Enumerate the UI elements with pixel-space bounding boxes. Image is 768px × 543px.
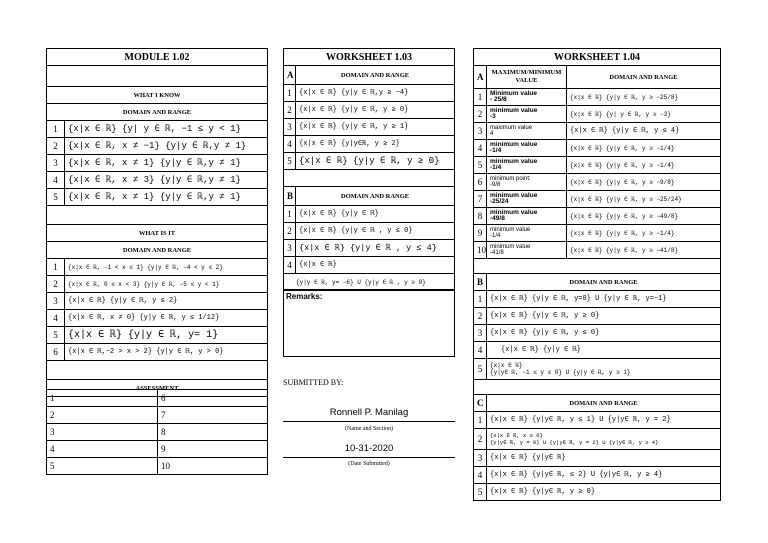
module-table [46, 48, 268, 397]
assessment-item: 2 [47, 407, 158, 424]
ws103-a-answer-4: {x|x ∈ ℝ} {y|y∈ℝ, y ≥ 2} [296, 136, 455, 153]
domain-part: {x|x ∈ ℝ, x ≥ 0} [490, 431, 543, 439]
row-number: 2 [47, 276, 65, 293]
ws104-a-answer-9: {x|x ∈ ℝ} {y|y ∈ ℝ, y ≥ −1/4} [567, 225, 721, 242]
row-number: 2 [474, 429, 487, 450]
remarks-label: Remarks: [286, 292, 323, 301]
is-answer-5: {x|x ∈ ℝ} {y|y ∈ ℝ, y= 1} [65, 327, 268, 344]
ws103-b-answer-4: {x|x ∈ ℝ} [296, 257, 455, 274]
ws103-a-answer-2: {x|x ∈ ℝ} {y|y ∈ ℝ, y ≥ 0} [296, 102, 455, 119]
row-number: 4 [474, 342, 487, 359]
ws104-b-answer-2: {x|x ∈ ℝ} {y|y ∈ ℝ, y ≥ 0} [487, 308, 721, 325]
ws104-a-answer-3: {x|x ∈ ℝ} {y|y ∈ ℝ, y ≤ 4} [567, 123, 721, 140]
domain-range-header: DOMAIN AND RANGE [487, 274, 721, 291]
value-number: -49/8 [490, 215, 505, 222]
is-answer-3: {x|x ∈ ℝ} {y|y ∈ ℝ, y ≤ 2} [65, 293, 268, 310]
domain-range-header: DOMAIN AND RANGE [47, 242, 268, 259]
ws104-b-answer-3: {x|x ∈ ℝ} {y|y ∈ ℝ, y ≤ 0} [487, 325, 721, 342]
range-part: {y|y∈ ℝ, y = 0} U {y|y∈ ℝ, y = 2} U {y|y∈ ℝ, y ≥ 4} [490, 438, 659, 446]
row-number: 4 [47, 310, 65, 327]
ws104-c-answer-3: {x|x ∈ ℝ} {y|y∈ ℝ} [487, 450, 721, 467]
value-number: -25/24 [490, 198, 509, 205]
value-label: Minimum value [490, 89, 537, 97]
value-label: minimum point: [490, 176, 531, 182]
row-number: 2 [474, 308, 487, 325]
section-b-label: B [474, 274, 487, 291]
is-answer-4: {x|x ∈ ℝ, x ≠ 0} {y|y ∈ ℝ, y ≤ 1/12} [65, 310, 268, 327]
ws104-a-value-8 [487, 208, 567, 225]
ws104-a-answer-10: {x|x ∈ ℝ} {y|y ∈ ℝ, y ≥ −41/8} [567, 242, 721, 259]
assessment-item: 6 [158, 390, 268, 407]
row-number: 5 [474, 359, 487, 380]
ws104-b-answer-4: {x|x ∈ ℝ} {y|y ∈ ℝ} [487, 342, 721, 359]
ws103-a-answer-1: {x|x ∈ ℝ} {y|y ∈ ℝ,y ≥ −4} [296, 85, 455, 102]
row-number: 4 [284, 136, 296, 153]
date-underline [283, 457, 455, 458]
row-number: 6 [47, 344, 65, 361]
worksheet-104-table [473, 48, 721, 501]
row-number: 3 [474, 450, 487, 467]
row-number: 4 [474, 467, 487, 484]
row-number: 2 [474, 106, 487, 123]
blank-row [284, 170, 455, 187]
blank-row [47, 66, 268, 87]
ws104-a-value-9 [487, 225, 567, 242]
assessment-item: 4 [47, 441, 158, 458]
name-underline [283, 421, 455, 422]
submission-date: 10-31-2020 [344, 443, 394, 454]
ws103-a-answer-5: {x|x ∈ ℝ} {y|y ∈ ℝ, y ≥ 0} [296, 153, 455, 170]
know-answer-5: {x|x ∈ ℝ, x ≠ 1} {y|y ∈ ℝ,y ≠ 1} [65, 189, 268, 206]
domain-range-header: DOMAIN AND RANGE [296, 66, 455, 85]
student-name: Ronnell P. Manilag [329, 407, 409, 418]
row-number: 1 [284, 206, 296, 223]
blank-row [47, 361, 268, 380]
value-label: maximum value [490, 125, 533, 131]
ws103-a-answer-3: {x|x ∈ ℝ} {y|y ∈ ℝ, y ≥ 1} [296, 119, 455, 136]
submitted-by-label: SUBMITTED BY: [283, 378, 344, 387]
row-number: 6 [474, 174, 487, 191]
ws104-a-value-6 [487, 174, 567, 191]
assessment-table [46, 389, 268, 475]
blank-row [474, 380, 721, 395]
date-caption: (Date Submitted) [348, 461, 390, 467]
row-number: 4 [474, 140, 487, 157]
value-number: -1/4 [490, 147, 502, 154]
row-number: 9 [474, 225, 487, 242]
value-label: minimum value [490, 208, 538, 216]
module-title: MODULE 1.02 [47, 49, 268, 66]
ws104-a-value-3 [487, 123, 567, 140]
know-answer-1: {x|x ∈ ℝ} {y| y ∈ ℝ, −1 ≤ y < 1} [65, 121, 268, 138]
is-answer-2: {x|x ∈ ℝ, 0 ≤ x < 3} {y|y ∈ ℝ, −5 ≤ y < 1} [65, 276, 268, 293]
ws103-b-answer-3: {x|x ∈ ℝ} {y|y ∈ ℝ , y ≤ 4} [296, 240, 455, 257]
row-number: 10 [474, 242, 487, 259]
ws104-a-answer-7: {x|x ∈ ℝ} {y|y ∈ ℝ, y ≥ −25/24} [567, 191, 721, 208]
ws104-a-value-10 [487, 242, 567, 259]
domain-range-header: DOMAIN AND RANGE [487, 395, 721, 412]
ws104-c-answer-1: {x|x ∈ ℝ} {y|y∈ ℝ, y ≤ 1} U {y|y∈ ℝ, y = 2} [487, 412, 721, 429]
section-a-label: A [284, 66, 296, 85]
is-answer-6: {x|x ∈ ℝ,−2 > x > 2} {y|y ∈ ℝ, y > 0} [65, 344, 268, 361]
max-min-header: MAXIMUM/MINIMUM VALUE [487, 66, 567, 89]
know-answer-4: {x|x ∈ ℝ, x ≠ 3} {y|y ∈ ℝ,y ≠ 1} [65, 172, 268, 189]
value-label: minimum value [490, 157, 538, 165]
ws104-a-value-4 [487, 140, 567, 157]
section-b-label: B [284, 187, 296, 206]
domain-range-header: DOMAIN AND RANGE [47, 104, 268, 121]
is-answer-1: {x|x ∈ ℝ, −1 < x ≤ 1} {y|y ∈ ℝ, −4 < y ≤ 2} [65, 259, 268, 276]
row-number: 5 [284, 153, 296, 170]
ws104-b-answer-1: {x|x ∈ ℝ} {y|y ∈ ℝ, y=0} U {y|y ∈ ℝ, y=−1} [487, 291, 721, 308]
worksheet-103-title: WORKSHEET 1.03 [284, 49, 455, 66]
row-number: 1 [474, 412, 487, 429]
value-label: minimum value [490, 106, 538, 114]
row-number: 4 [284, 257, 296, 274]
row-number: 1 [284, 85, 296, 102]
row-number: 5 [47, 189, 65, 206]
value-label: minimum value [490, 244, 531, 250]
value-label: minimum value [490, 191, 538, 199]
row-number: 7 [474, 191, 487, 208]
ws104-a-value-1 [487, 89, 567, 106]
ws104-a-value-5 [487, 157, 567, 174]
value-label: minimum value [490, 140, 538, 148]
assessment-item: 10 [158, 458, 268, 475]
ws103-b-answer-4-range: {y|y ∈ ℝ, y= −6} U {y|y ∈ ℝ , y ≥ 0} [284, 274, 455, 291]
assessment-item: 1 [47, 390, 158, 407]
worksheet-103-table [283, 48, 455, 291]
value-number: -1/4 [490, 233, 501, 239]
value-number: - 25/8 [490, 96, 507, 103]
value-number: -41/8 [490, 250, 504, 256]
section-a-label: A [474, 66, 487, 89]
row-number: 2 [47, 138, 65, 155]
ws104-c-answer-5: {x|x ∈ ℝ} {y|y∈ ℝ, y ≥ 0} [487, 484, 721, 501]
assessment-item: 5 [47, 458, 158, 475]
ws104-b-answer-5 [487, 359, 721, 380]
row-number: 3 [47, 293, 65, 310]
ws104-a-value-7 [487, 191, 567, 208]
blank-row [47, 206, 268, 225]
section-c-label: C [474, 395, 487, 412]
ws104-a-answer-4: {x|x ∈ ℝ} {y|y ∈ ℝ, y ≥ −1/4} [567, 140, 721, 157]
blank-row [474, 259, 721, 274]
what-i-know-header: WHAT I KNOW [47, 87, 268, 104]
row-number: 1 [474, 89, 487, 106]
know-answer-2: {x|x ∈ ℝ, x ≠ −1} {y|y ∈ ℝ,y ≠ 1} [65, 138, 268, 155]
row-number: 5 [47, 327, 65, 344]
row-number: 3 [474, 123, 487, 140]
ws104-a-answer-1: {x|x ∈ ℝ} {y|y ∈ ℝ, y ≥ −25/8} [567, 89, 721, 106]
row-number: 1 [47, 121, 65, 138]
name-caption: (Name and Section) [345, 426, 393, 432]
row-number: 3 [474, 325, 487, 342]
row-number: 4 [47, 172, 65, 189]
row-number: 1 [474, 291, 487, 308]
assessment-header: ASSESSMENT [47, 380, 268, 397]
domain-range-header: DOMAIN AND RANGE [567, 66, 721, 89]
row-number: 8 [474, 208, 487, 225]
row-number: 3 [284, 240, 296, 257]
row-number: 3 [284, 119, 296, 136]
assessment-item: 9 [158, 441, 268, 458]
what-is-it-header: WHAT IS IT [47, 225, 268, 242]
row-number: 5 [474, 157, 487, 174]
ws104-a-value-2 [487, 106, 567, 123]
value-number: -3 [490, 113, 496, 120]
domain-range-header: DOMAIN AND RANGE [296, 187, 455, 206]
ws103-b-answer-2: {x|x ∈ ℝ} {y|y ∈ ℝ , y ≤ 0} [296, 223, 455, 240]
row-number: 5 [474, 484, 487, 501]
ws103-b-answer-1: {x|x ∈ ℝ} {y|y ∈ ℝ} [296, 206, 455, 223]
remarks-box [283, 289, 455, 357]
ws104-c-answer-2 [487, 429, 721, 450]
domain-part: {x|x ∈ ℝ} [490, 361, 523, 369]
ws104-c-answer-4: {x|x ∈ ℝ} {y|y∈ ℝ, ≤ 2} U {y|y∈ ℝ, y ≥ 4} [487, 467, 721, 484]
value-number: -1/4 [490, 164, 502, 171]
value-label: minimum value [490, 227, 531, 233]
know-answer-3: {x|x ∈ ℝ, x ≠ 1} {y|y ∈ ℝ,y ≠ 1} [65, 155, 268, 172]
row-number: 2 [284, 102, 296, 119]
row-number: 1 [47, 259, 65, 276]
worksheet-104-title: WORKSHEET 1.04 [474, 49, 721, 66]
value-number: -9/8 [490, 182, 501, 188]
row-number: 2 [284, 223, 296, 240]
ws104-a-answer-6: {x|x ∈ ℝ} {y|y ∈ ℝ, y ≥ −9/8} [567, 174, 721, 191]
ws104-a-answer-5: {x|x ∈ ℝ} {y|y ∈ ℝ, y ≥ −1/4} [567, 157, 721, 174]
assessment-item: 3 [47, 424, 158, 441]
assessment-item: 8 [158, 424, 268, 441]
range-part: {y|y∈ ℝ, −1 ≤ y ≤ 0} U {y|y ∈ ℝ, y ≥ 1} [490, 368, 631, 376]
row-number: 3 [47, 155, 65, 172]
ws104-a-answer-8: {x|x ∈ ℝ} {y|y ∈ ℝ, y ≥ −49/8} [567, 208, 721, 225]
assessment-item: 7 [158, 407, 268, 424]
ws104-a-answer-2: {x|x ∈ ℝ} {y| y ∈ ℝ, y ≥ −3} [567, 106, 721, 123]
value-number: 4 [490, 131, 494, 137]
